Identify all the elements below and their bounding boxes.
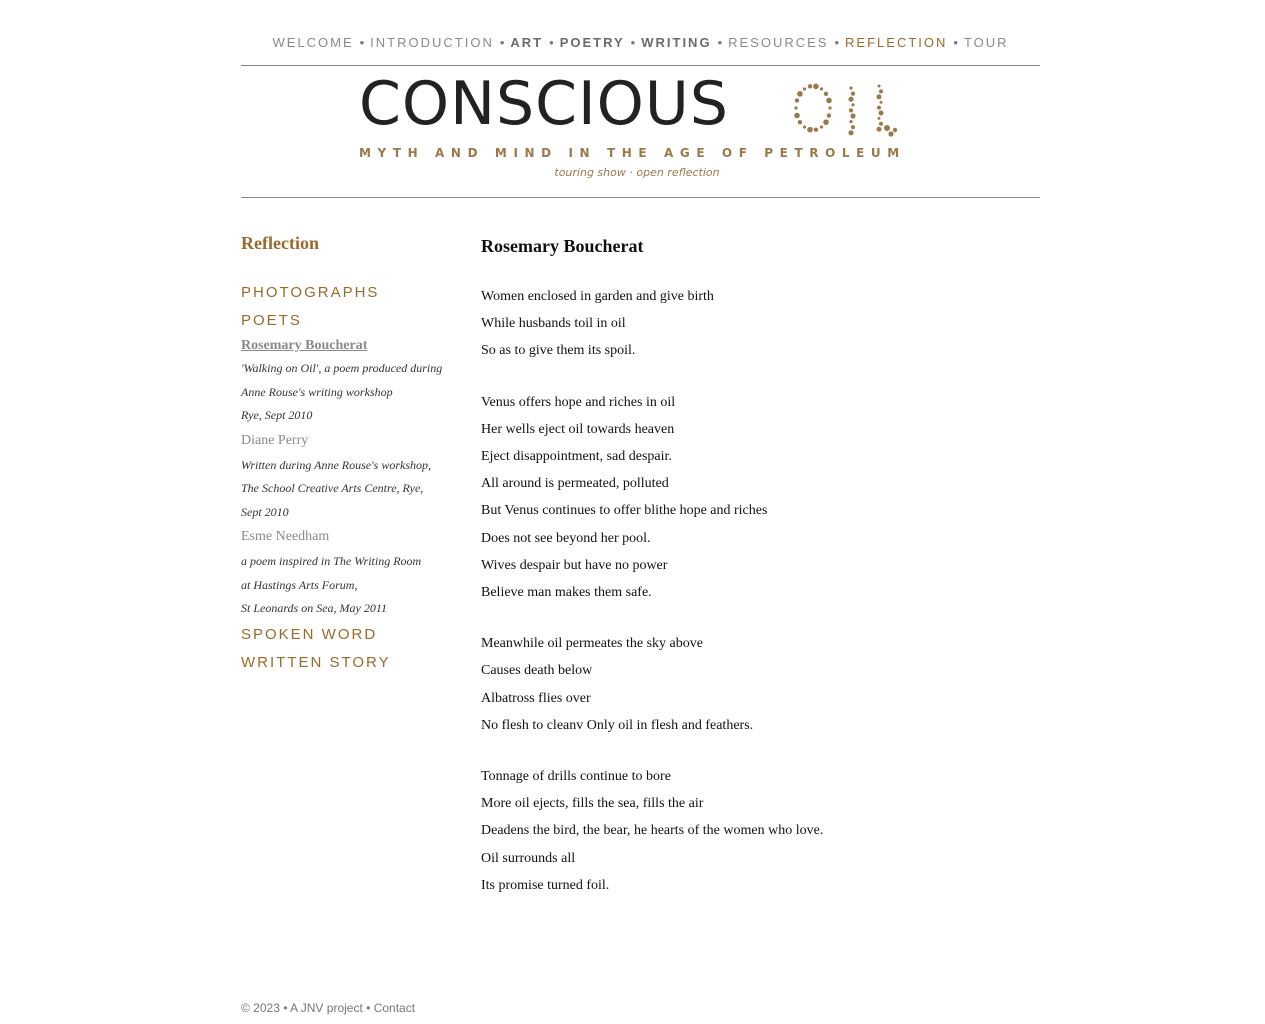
poem-line: Eject disappointment, sad despair. <box>481 449 672 465</box>
poem-line: Albatross flies over <box>481 690 591 706</box>
poem-line: More oil ejects, fills the sea, fills the air <box>481 796 704 812</box>
poem-line: Oil surrounds all <box>481 850 576 866</box>
footer-project-link[interactable]: A JNV project <box>290 1001 363 1015</box>
top-navigation-items <box>272 35 1008 50</box>
footer-contact-link[interactable]: Contact <box>373 1001 416 1015</box>
sidebar-title: Reflection <box>241 233 319 253</box>
poem-line: No flesh to cleanv Only oil in flesh and feathers. <box>481 717 754 733</box>
footer-separator: • <box>283 1001 288 1015</box>
sidebar-poet-note: at Hastings Arts Forum, <box>241 577 358 592</box>
nav-link-tour[interactable]: TOUR <box>963 35 1009 50</box>
sidebar-link-written-story[interactable]: WRITTEN STORY <box>241 653 391 671</box>
sidebar-link-photographs[interactable]: PHOTOGRAPHS <box>241 284 380 301</box>
logo-subtitle: MYTH AND MIND IN THE AGE OF PETROLEUM <box>359 146 906 160</box>
footer-copyright: © 2023 <box>241 1001 280 1015</box>
nav-separator: • <box>834 35 840 50</box>
sidebar-poet-note: a poem inspired in The Writing Room <box>241 554 422 568</box>
page-wrapper <box>241 0 1040 198</box>
footer <box>241 1001 415 1015</box>
logo-wordmark: CONSCIOUS <box>359 69 729 139</box>
sidebar-link-spoken-word[interactable]: SPOKEN WORD <box>241 625 378 643</box>
nav-link-writing[interactable]: WRITING <box>641 35 712 50</box>
poem-line: Causes death below <box>481 663 593 679</box>
poem-line: Meanwhile oil permeates the sky above <box>481 636 703 652</box>
poem-line: So as to give them its spoil. <box>481 343 636 359</box>
poem-line: Women enclosed in garden and give birth <box>481 289 714 304</box>
poem-stanza <box>481 763 1041 899</box>
poem-line: Believe man makes them safe. <box>481 585 652 601</box>
site-banner[interactable] <box>241 66 1040 198</box>
nav-link-resources[interactable]: RESOURCES <box>728 35 829 50</box>
nav-separator: • <box>953 35 958 50</box>
poem-stanza <box>481 389 1041 607</box>
poem-line: Wives despair but have no power <box>481 557 668 573</box>
poem-line: But Venus continues to offer blithe hope and riches <box>481 503 768 519</box>
sidebar-poet-note: St Leonards on Sea, May 2011 <box>241 601 387 615</box>
sidebar-poet-note: Written during Anne Rouse's workshop, <box>241 457 432 472</box>
poem-title: Rosemary Boucherat <box>481 236 644 256</box>
nav-separator: • <box>717 35 723 50</box>
nav-link-art[interactable]: ART <box>510 35 544 50</box>
main-content <box>481 233 1041 923</box>
sidebar <box>241 233 461 677</box>
sidebar-poet-esme-needham[interactable]: Esme Needham <box>241 529 330 544</box>
sidebar-poet-note: Anne Rouse's writing workshop <box>241 384 393 399</box>
poem-line: Venus offers hope and riches in oil <box>481 394 676 410</box>
poem-stanza <box>481 630 1041 739</box>
footer-separator: • <box>366 1001 371 1015</box>
sidebar-link-poets[interactable]: POETS <box>241 312 302 329</box>
poem-line: Tonnage of drills continue to bore <box>481 769 671 785</box>
sidebar-poet-rosemary-boucherat[interactable]: Rosemary Boucherat <box>241 338 368 353</box>
top-navigation <box>241 0 1040 66</box>
sidebar-poet-note: Sept 2010 <box>241 504 289 519</box>
nav-separator: • <box>630 35 636 50</box>
nav-link-poetry[interactable]: POETRY <box>559 35 625 50</box>
nav-link-introduction[interactable]: INTRODUCTION <box>370 35 494 50</box>
logo-oil-dots-icon <box>791 82 901 138</box>
poem-line: Her wells eject oil towards heaven <box>481 421 675 437</box>
nav-link-reflection[interactable]: REFLECTION <box>845 35 948 50</box>
poem-line: All around is permeated, polluted <box>481 476 669 492</box>
sidebar-poet-diane-perry[interactable]: Diane Perry <box>241 432 309 448</box>
poem-line: While husbands toil in oil <box>481 316 626 332</box>
nav-link-welcome[interactable]: WELCOME <box>272 35 354 50</box>
sidebar-poet-note: The School Creative Arts Centre, Rye, <box>241 481 424 495</box>
poem-line: Deadens the bird, the bear, he hearts of the women who love. <box>481 823 824 839</box>
sidebar-poet-list <box>241 335 461 621</box>
poem-line: Does not see beyond her pool. <box>481 530 651 546</box>
logo-tagline: touring show · open reflection <box>554 166 720 179</box>
logo-tagline-row <box>241 166 1021 179</box>
nav-separator: • <box>549 35 554 50</box>
poem-body <box>481 283 1041 899</box>
sidebar-poet-note: Rye, Sept 2010 <box>241 408 313 422</box>
nav-separator: • <box>359 35 365 50</box>
poem-line: Its promise turned foil. <box>481 877 610 893</box>
nav-separator: • <box>499 35 505 50</box>
poem-stanza <box>481 283 1041 365</box>
sidebar-poet-note: 'Walking on Oil', a poem produced during <box>241 361 443 375</box>
